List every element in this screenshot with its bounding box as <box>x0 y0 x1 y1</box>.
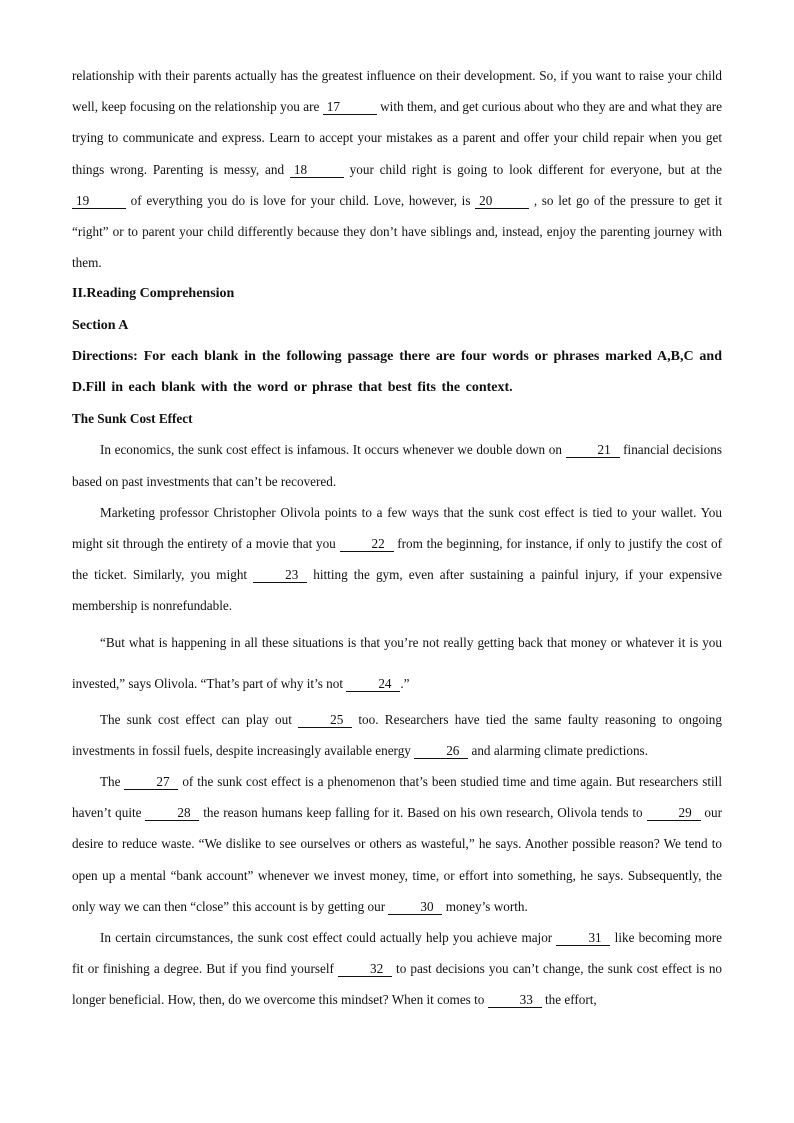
blank-30: 30 <box>388 899 442 915</box>
directions: Directions: For each blank in the following passage there are four words or phrases marked A,B,C and D.Fill in each blank with the word or phrase that best fits the context. <box>72 348 722 396</box>
blank-18: 18 <box>290 162 344 178</box>
text: of the sunk cost effect is a phenomenon that’s been studied time and time again. But researchers still haven’t quite <box>72 774 722 821</box>
blank-28: 28 <box>145 805 199 821</box>
blank-17: 17 <box>323 99 377 115</box>
blank-22: 22 <box>340 536 394 552</box>
text: of everything you do is love for your child. Love, however, is <box>126 192 476 208</box>
text: hitting the gym, even after sustaining a painful injury, if your expensive membership is nonrefundable. <box>72 567 723 614</box>
text: , so let go of the pressure to get it “right” or to parent your child differently because they don’t have siblings and, instead, enjoy the parenting journey with them. <box>72 192 722 271</box>
blank-26: 26 <box>414 743 468 759</box>
passage-paragraph-5 <box>72 766 722 922</box>
text: “But what is happening in all these situations is that you’re not really getting back that money or whatever it is you invested,” says Olivola. “That’s part of why it’s not <box>72 634 722 691</box>
part-heading: II.Reading Comprehension <box>72 286 235 302</box>
blank-33: 33 <box>488 992 542 1008</box>
passage-paragraph-6 <box>72 922 722 1016</box>
text: and alarming climate predictions. <box>468 742 648 758</box>
text: .” <box>400 675 410 691</box>
text: The sunk cost effect can play out <box>100 711 299 727</box>
text: money’s worth. <box>442 898 528 914</box>
text: to past decisions you can’t change, the sunk cost effect is no longer beneficial. How, then, do we overcome this mindset? When it comes to <box>72 961 723 1008</box>
text: like becoming more fit or finishing a degree. But if you find yourself <box>72 930 723 977</box>
text: In certain circumstances, the sunk cost effect could actually help you achieve major <box>100 930 557 946</box>
blank-23: 23 <box>253 567 307 583</box>
passage-paragraph-3 <box>72 622 722 704</box>
passage-title: The Sunk Cost Effect <box>72 411 193 427</box>
text: our desire to reduce waste. “We dislike to see ourselves or others as wasteful,” he says. Another possible reason? We tend to open up a mental “bank account” whenever we invest money, time, or effort into something, he says. Subsequently, the only way we can then “close” this account is by getting our <box>72 805 722 914</box>
blank-31: 31 <box>556 930 610 946</box>
text: financial decisions based on past investments that can’t be recovered. <box>72 442 722 489</box>
text: relationship with their parents actually has the greatest influence on their development. So, if you want to raise your child well, keep focusing on the relationship you are <box>72 68 722 115</box>
paragraph-cloze-17-20 <box>72 60 722 278</box>
blank-25: 25 <box>298 712 352 728</box>
text: Marketing professor Christopher Olivola points to a few ways that the sunk cost effect is tied to your wallet. You might sit through the entirety of a movie that you <box>72 504 722 552</box>
passage-paragraph-2 <box>72 497 722 622</box>
blank-20: 20 <box>475 193 529 209</box>
text: the reason humans keep falling for it. Based on his own research, Olivola tends to <box>199 805 647 821</box>
blank-27: 27 <box>124 774 178 790</box>
blank-29: 29 <box>647 805 701 821</box>
document-page <box>72 60 722 1016</box>
text: your child right is going to look different for everyone, but at the <box>343 161 722 177</box>
text: too. Researchers have tied the same faulty reasoning to ongoing investments in fossil fuels, despite increasingly available energy <box>72 711 722 758</box>
section-heading: Section A <box>72 317 129 333</box>
blank-19: 19 <box>72 193 126 209</box>
text: the effort, <box>541 992 597 1008</box>
blank-24: 24 <box>346 676 400 692</box>
blank-21: 21 <box>566 442 620 458</box>
text: The <box>100 774 125 790</box>
passage-paragraph-4 <box>72 704 722 766</box>
passage-paragraph-1 <box>72 434 722 496</box>
text: with them, and get curious about who they are and what they are trying to communicate and express. Learn to accept your mistakes as a parent and offer your child repair when you get things wrong. Parenting is messy, and <box>72 99 722 177</box>
text: In economics, the sunk cost effect is infamous. It occurs whenever we double down on <box>100 442 566 458</box>
text: from the beginning, for instance, if only to justify the cost of the ticket. Similarly, you might <box>72 536 722 583</box>
blank-32: 32 <box>338 961 392 977</box>
